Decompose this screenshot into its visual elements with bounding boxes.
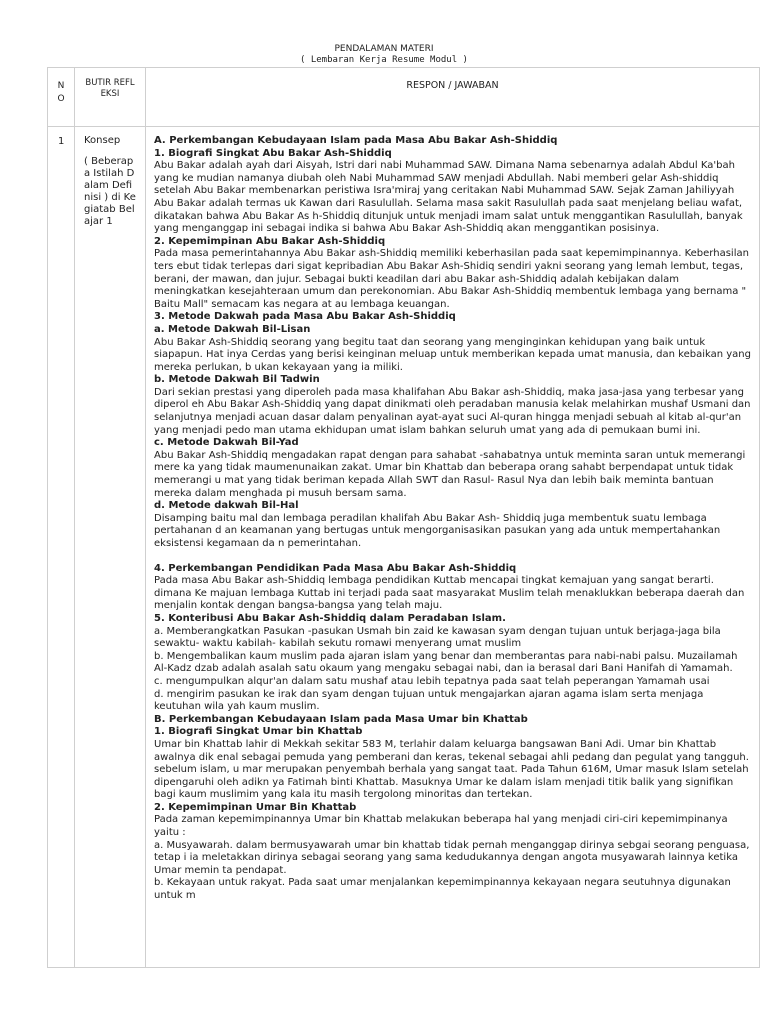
section-heading: 1. Biografi Singkat Abu Bakar Ash-Shiddiq bbox=[154, 147, 392, 159]
document-subtitle: ( Lembaran Kerja Resume Modul ) bbox=[300, 55, 468, 65]
document-title: PENDALAMAN MATERI bbox=[334, 44, 434, 54]
paragraph: Abu Bakar Ash-Shiddiq seorang yang begitu taat dan seorang yang menginginkan kehidupan yang baik untuk siapapun. Hat inya Cerdas yang berisi keinginan meluap untuk memberikan kepada umat manusia, dan kebaikan yang mereka perlukan, b ukan kekayaan yang ia miliki. bbox=[154, 336, 751, 373]
paragraph: Abu Bakar adalah ayah dari Aisyah, Istri dari nabi Muhammad SAW. Dimana Nama sebenarnya adalah Abdul Ka'bah yang ke mudian namanya diubah oleh Nabi Muhammad SAW menjadi Abdullah. Nabi memberi gelar Ash-shiddiq setelah Abu Bakar membenarkan peristiwa Isra'miraj yang ceritakan Nabi Muhammad SAW. Sejak Zaman Jahiliyyah Abu Bakar adalah termas uk Kawan dari Rasulullah. Selama masa sakit Rasulullah pada saat menjelang beliau wafat, dikatakan bahwa Abu Bakar As h-Shiddiq ditunjuk untuk menjadi imam salat untuk menggantikan Rasulullah, banyak yang menganggap ini sebagai indika si bahwa Abu Bakar Ash-Shiddiq akan menggantikan posisinya. bbox=[154, 160, 743, 235]
paragraph: Disamping baitu mal dan lembaga peradilan khalifah Abu Bakar Ash- Shiddiq juga membentuk suatu lembaga pertahanan d an keamanan yang bertugas untuk mengorganisasikan pasukan yang ada untuk mempertahankan eksistensi kegamaan da n pemerintahan. bbox=[154, 512, 721, 549]
section-heading: A. Perkembangan Kebudayaan Islam pada Masa Abu Bakar Ash-Shiddiq bbox=[154, 135, 558, 146]
header-respon-label: RESPON / JAWABAN bbox=[406, 80, 499, 91]
row-number: 1 bbox=[58, 136, 65, 147]
section-heading: a. Metode Dakwah Bil-Lisan bbox=[154, 323, 311, 335]
butir-subtitle: ( Beberap a Istilah D alam Defi nisi ) di Ke giatab Bel ajar 1 bbox=[84, 156, 136, 227]
section-heading: 2. Kepemimpinan Abu Bakar Ash-Shiddiq bbox=[154, 235, 386, 247]
paragraph: b. Kekayaan untuk rakyat. Pada saat umar menjalankan kepemimpinannya kekayaan negara seutuhnya digunakan untuk m bbox=[154, 877, 731, 902]
table-row bbox=[48, 127, 760, 968]
paragraph-gap bbox=[154, 551, 753, 563]
paragraph: Umar bin Khattab lahir di Mekkah sekitar 583 M, terlahir dalam keluarga bangsawan Bani Adi. Umar bin Khattab awalnya dik enal sebagai pemuda yang pemberani dan keras, tekenal sebagai ahli pedang dan pegulat yang tangguh. sebelum islam, u mar merupakan penyembah berhala yang sangat taat. Pada Tahun 616M, Umar masuk Islam setelah dipengaruhi oleh adikn ya Fatimah binti Khattab. Masuknya Umar ke dalam islam menjadi titik balik yang signifikan bagi kaum muslimim yang kala itu masih tergolong minoritas dan tertekan. bbox=[154, 738, 749, 801]
section-heading: 3. Metode Dakwah pada Masa Abu Bakar Ash-Shiddiq bbox=[154, 311, 456, 323]
section-heading: c. Metode Dakwah Bil-Yad bbox=[154, 437, 299, 449]
paragraph: Dari sekian prestasi yang diperoleh pada masa khalifahan Abu Bakar ash-Shiddiq, maka jasa-jasa yang terbesar yang diperol eh Abu Bakar Ash-Shiddiq yang dapat dinikmati oleh peradaban manusia kelak melahirkan mushaf Usmani dan selanjutnya menjadi acuan dasar dalam penyalinan ayat-ayat suci Al-quran hingga menjadi sebuah al kitab al-qur'an yang menjadi pedo man utama ekhidupan umat islam bahkan seluruh umat yang ada di pemukaan bumi ini. bbox=[154, 386, 751, 436]
paragraph: b. Mengembalikan kaum muslim pada ajaran islam yang benar dan memberantas para nabi-nabi palsu. Muzailamah Al-Kadz dzab adalah asalah satu okaum yang mengaku sebagai nabi, dan ia berasal dari Bani Hanifah di Yamamah. bbox=[154, 650, 738, 675]
paragraph: a. Musyawarah. dalam bermusyawarah umar bin khattab tidak pernah menganggap dirinya sebgai seorang penguasa, tetap i ia meletakkan dirinya sebagai seorang yang sama kedudukannya dengan angota musyawarah lainnya ketika Umar memin ta pendapat. bbox=[154, 839, 750, 876]
paragraph: Pada zaman kepemimpinannya Umar bin Khattab melakukan beberapa hal yang menjadi ciri-ciri kepemimpinanya yaitu : bbox=[154, 814, 728, 839]
paragraph: a. Memberangkatkan Pasukan -pasukan Usmah bin zaid ke kawasan syam dengan tujuan untuk berjaga-jaga bila sewaktu- waktu kabilah- kabilah sekutu romawi menyerang umat muslim bbox=[154, 625, 721, 650]
paragraph: Pada masa pemerintahannya Abu Bakar ash-Shiddiq memiliki keberhasilan pada saat kepemimpinannya. Keberhasilan ters ebut tidak terlepas dari sigat kepribadian Abu Bakar Ash-Shidiq sendiri yakni seorang yang lemah lembut, tegas, berani, der mawan, dan jujur. Sebagai bukti keadilan dari abu Bakar ash-Shiddiq adalah kebijakan dalam meningkatkan kesejahteraan umum dan perekonomian. Abu Bakar Ash-Shiddiq membentuk lembaga yang bernama " Baitu Mall" semacam kas negara at au lembaga keuangan. bbox=[154, 248, 749, 310]
section-heading: 1. Biografi Singkat Umar bin Khattab bbox=[154, 726, 363, 738]
paragraph: d. mengirim pasukan ke irak dan syam dengan tujuan untuk mengajarkan ajaran agama islam serta menjaga keutuhan wila yah kaum muslim. bbox=[154, 688, 704, 713]
header-respon bbox=[146, 68, 760, 127]
section-heading: 4. Perkembangan Pendidikan Pada Masa Abu Bakar Ash-Shiddiq bbox=[154, 562, 517, 574]
paragraph: c. mengumpulkan alqur'an dalam satu mushaf atau lebih tepatnya pada saat telah peperangan Yamamah usai bbox=[154, 675, 710, 687]
header-no-label: N O bbox=[57, 81, 65, 104]
response-content bbox=[146, 127, 759, 903]
paragraph: Abu Bakar Ash-Shiddiq mengadakan rapat dengan para sahabat -sahabatnya untuk meminta saran untuk memerangi mere ka yang tidak maumenunaikan zakat. Umar bin Khattab dan beberapa orang sahabt berpendapat untuk tidak memerangi u mat yang tidak beriman kepada Allah SWT dan Rasul- Rasul Nya dan lebih baik meminta bantuan mereka dalam menghada pi musuh bersam sama. bbox=[154, 449, 746, 499]
butir-title: Konsep bbox=[84, 135, 121, 146]
worksheet-table bbox=[47, 67, 760, 968]
section-heading: B. Perkembangan Kebudayaan Islam pada Masa Umar bin Khattab bbox=[154, 713, 528, 725]
header-no bbox=[48, 68, 75, 127]
header-butir bbox=[75, 68, 146, 127]
header-butir-label: BUTIR REFL EKSI bbox=[85, 78, 135, 99]
section-heading: b. Metode Dakwah Bil Tadwin bbox=[154, 374, 320, 386]
table-header-row bbox=[48, 68, 760, 127]
section-heading: 2. Kepemimpinan Umar Bin Khattab bbox=[154, 801, 357, 813]
section-heading: 5. Konteribusi Abu Bakar Ash-Shiddiq dalam Peradaban Islam. bbox=[154, 612, 506, 624]
row-number-cell bbox=[48, 127, 75, 968]
section-heading: d. Metode dakwah Bil-Hal bbox=[154, 500, 299, 512]
paragraph: Pada masa Abu Bakar ash-Shiddiq lembaga pendidikan Kuttab mencapai tingkat kemajuan yang sangat berarti. dimana Ke majuan lembaga Kuttab ini terjadi pada saat masyarakat Muslim telah menaklukkan beberapa daerah dan menjalin kontak dengan bangsa-bangsa yang telah maju. bbox=[154, 575, 745, 612]
row-butir-cell bbox=[75, 127, 146, 968]
response-cell bbox=[146, 127, 760, 968]
